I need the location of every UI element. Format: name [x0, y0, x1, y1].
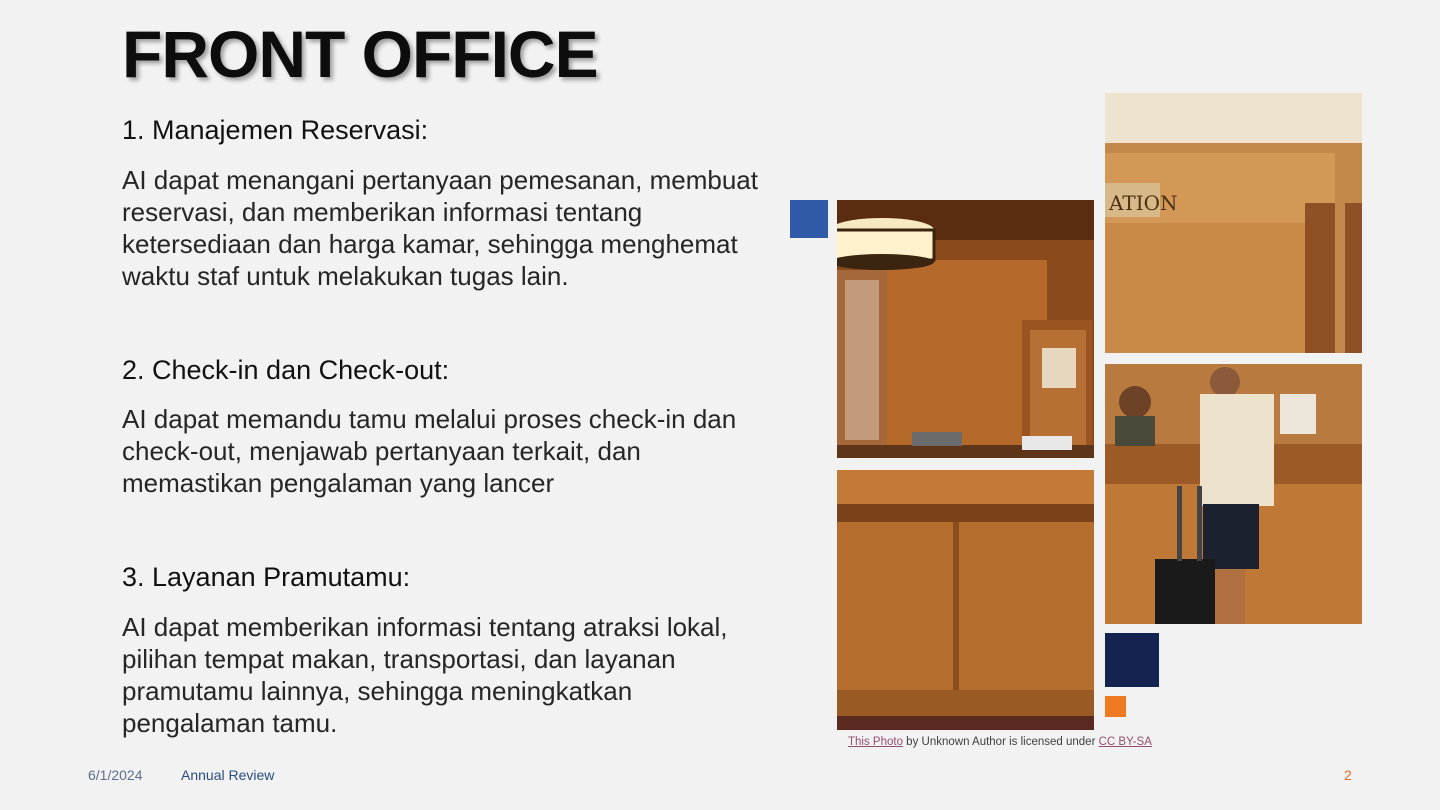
footer-date: 6/1/2024 [88, 767, 143, 783]
photo-lobby-lamp [837, 200, 1094, 458]
photo-reception-sign [1105, 93, 1362, 353]
section-2-heading: 2. Check-in dan Check-out: [122, 355, 450, 385]
accent-square-blue [790, 200, 828, 238]
slide-title: FRONT OFFICE [122, 17, 598, 91]
page-number: 2 [1344, 767, 1352, 783]
footer-label: Annual Review [181, 767, 275, 783]
section-2-body: AI dapat memandu tamu melalui proses check-in dan check-out, menjawab pertanyaan terkait, dan memastikan pengalaman yang lancer [122, 404, 737, 498]
section-3-body: AI dapat memberikan informasi tentang atraksi lokal, pilihan tempat makan, transportasi, dan layanan pramutamu lainnya, sehingga meningkatkan pengalaman tamu. [122, 612, 728, 738]
section-1-heading: 1. Manajemen Reservasi: [122, 115, 429, 145]
credit-text: by Unknown Author is licensed under [902, 736, 1099, 748]
photo-link[interactable]: This Photo [848, 736, 903, 748]
section-3-heading: 3. Layanan Pramutamu: [122, 562, 411, 592]
accent-square-navy [1105, 633, 1159, 687]
section-1-body: AI dapat menangani pertanyaan pemesanan, membuat reservasi, dan memberikan informasi tentang ketersediaan dan harga kamar, sehingga menghemat waktu staf untuk melakukan tugas lain. [122, 165, 758, 291]
photo-wooden-counter [837, 470, 1094, 730]
photo-credit [848, 736, 1152, 748]
photo-guest-checkin [1105, 364, 1362, 624]
sign-text: ATION [1109, 191, 1178, 215]
accent-square-orange [1105, 696, 1126, 717]
license-link[interactable]: CC BY-SA [1098, 736, 1152, 748]
